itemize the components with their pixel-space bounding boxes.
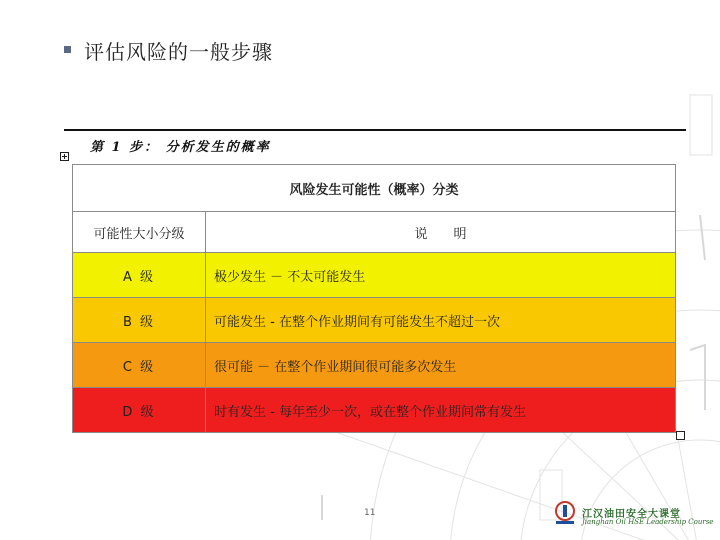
step-label: 第 1 步： 分析发生的概率: [90, 140, 271, 155]
grade-cell: A 级: [73, 253, 206, 298]
table-row: [73, 298, 676, 343]
description-cell: 时有发生 - 每年至少一次，或在整个作业期间常有发生: [206, 388, 676, 433]
column-header-description: 说 明: [206, 212, 676, 253]
description-cell: 可能发生 - 在整个作业期间有可能发生不超过一次: [206, 298, 676, 343]
table-row: [73, 388, 676, 433]
slide-title: 评估风险的一般步骤: [84, 40, 273, 64]
table-header: 风险发生可能性（概率）分类: [73, 165, 676, 212]
brand-name-en: Jianghan Oil HSE Leadership Course: [582, 518, 714, 526]
bullet-square-icon: [64, 46, 71, 53]
risk-probability-table: [72, 164, 676, 433]
table-resize-handle-icon[interactable]: [676, 431, 685, 440]
description-cell: 很可能 － 在整个作业期间很可能多次发生: [206, 343, 676, 388]
table-row: [73, 253, 676, 298]
brand-name-cn: 江汉油田安全大课堂: [582, 509, 681, 520]
table-move-handle-icon[interactable]: [60, 152, 69, 161]
grade-cell: C 级: [73, 343, 206, 388]
grade-cell: B 级: [73, 298, 206, 343]
description-cell: 极少发生 － 不太可能发生: [206, 253, 676, 298]
page-number: 11: [364, 508, 376, 518]
oilfield-logo-icon: [552, 500, 578, 526]
grade-cell: D 级: [73, 388, 206, 433]
top-rule: [64, 129, 686, 131]
column-header-grade: 可能性大小分级: [73, 212, 206, 253]
table-row: [73, 343, 676, 388]
